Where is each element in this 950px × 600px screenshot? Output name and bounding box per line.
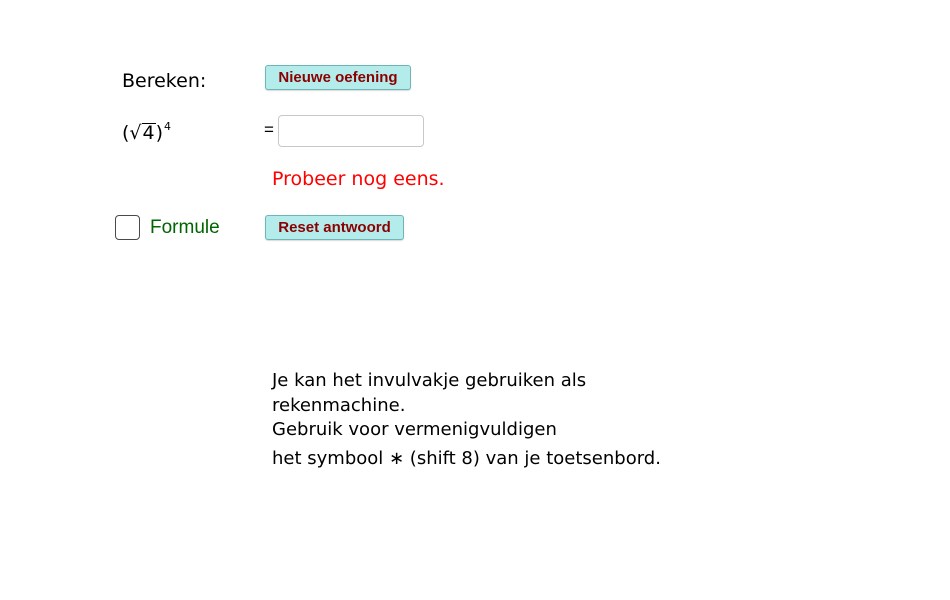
- sqrt-symbol: √: [129, 122, 142, 144]
- answer-input[interactable]: [278, 115, 424, 147]
- formula-checkbox[interactable]: [115, 215, 140, 240]
- formula-label[interactable]: Formule: [150, 217, 220, 238]
- feedback-message: Probeer nog eens.: [272, 168, 445, 190]
- info-line: Gebruik voor vermenigvuldigen: [272, 419, 557, 440]
- open-paren: (: [122, 122, 130, 144]
- new-exercise-button[interactable]: Nieuwe oefening: [265, 65, 411, 90]
- equals-sign: =: [264, 120, 274, 139]
- radicand: 4: [142, 122, 155, 144]
- math-expression: [122, 120, 171, 144]
- close-paren: ): [155, 122, 164, 144]
- exponent: 4: [164, 120, 172, 133]
- prompt-label: Bereken:: [122, 70, 207, 92]
- info-line: rekenmachine.: [272, 395, 406, 416]
- info-text: [272, 367, 661, 472]
- reset-answer-button[interactable]: Reset antwoord: [265, 215, 404, 240]
- info-line: Je kan het invulvakje gebruiken als: [272, 370, 587, 391]
- info-line: het symbool ∗ (shift 8) van je toetsenbord.: [272, 448, 661, 469]
